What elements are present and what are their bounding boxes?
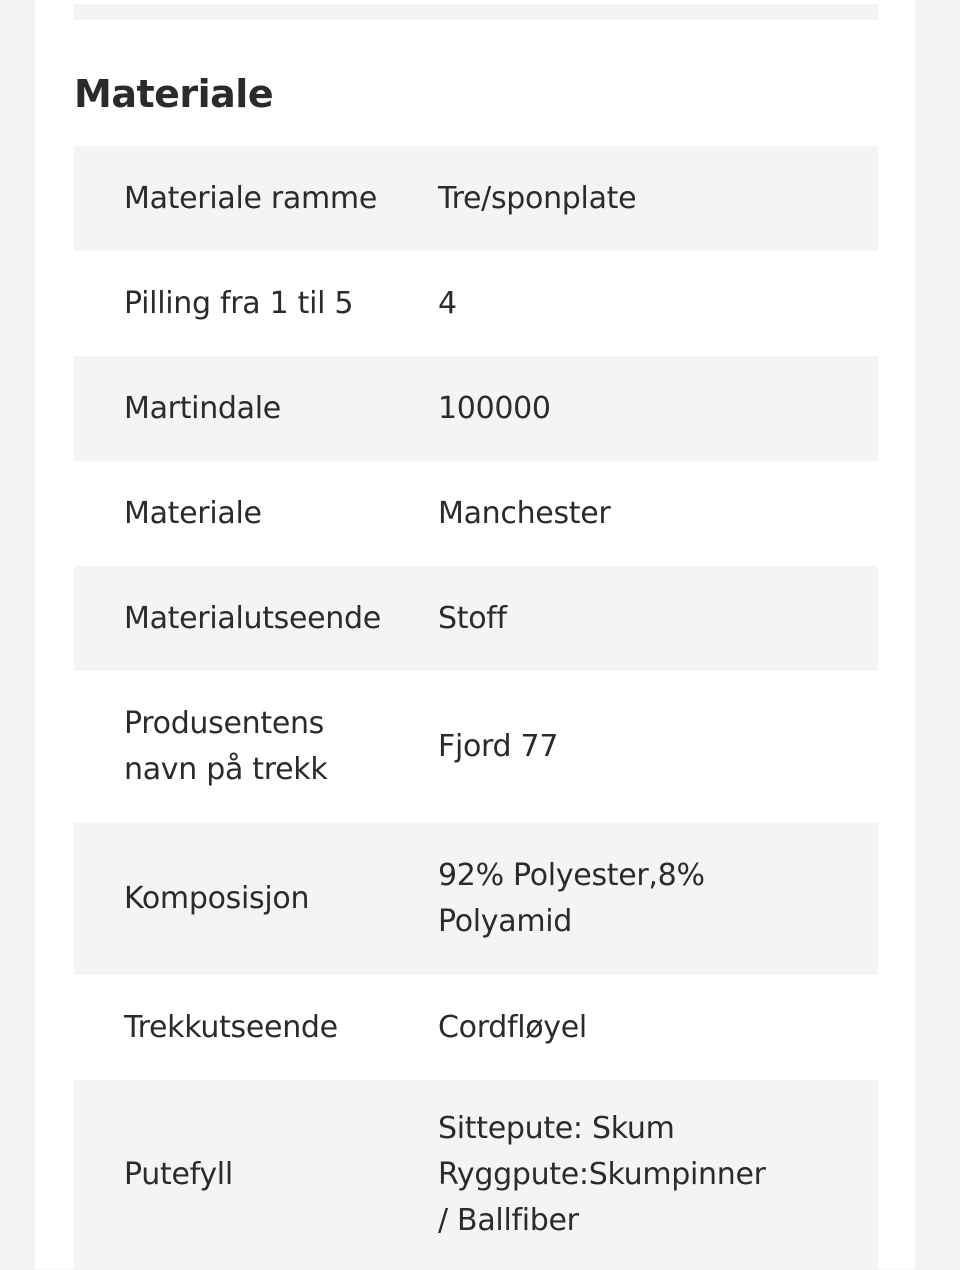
spec-value: Fjord 77 <box>438 729 559 764</box>
spec-row-material-appearance <box>74 566 878 671</box>
spec-label: Materiale ramme <box>124 180 377 216</box>
spec-value: Manchester <box>438 495 611 531</box>
spec-label: Pilling fra 1 til 5 <box>124 285 354 321</box>
spec-label: Putefyll <box>124 1157 233 1192</box>
spec-label: Martindale <box>124 390 281 426</box>
spec-row-cushion-fill <box>74 1080 878 1270</box>
spec-value: 100000 <box>438 390 551 426</box>
spec-row-pilling <box>74 251 878 356</box>
spec-label: Materiale <box>124 495 262 531</box>
spec-label: Trekkutseende <box>124 1009 338 1045</box>
spec-value: Tre/sponplate <box>438 180 637 216</box>
spec-label: Materialutseende <box>124 600 381 636</box>
spec-row-material <box>74 461 878 566</box>
spec-value: 92% Polyester,8% Polyamid <box>438 858 705 939</box>
spec-value: Stoff <box>438 600 507 636</box>
adjacent-card-edge <box>918 4 960 1269</box>
spec-value: Cordfløyel <box>438 1009 587 1045</box>
spec-row-cover-appearance <box>74 975 878 1080</box>
spec-row-fabric-name <box>74 671 878 823</box>
spec-label: Komposisjon <box>124 881 310 916</box>
spec-row-composition <box>74 823 878 975</box>
spec-value: Sittepute: Skum Ryggpute:Skumpinner / Ballfiber <box>438 1111 766 1238</box>
spec-row-martindale <box>74 356 878 461</box>
spec-row-frame-material <box>74 146 878 251</box>
section-title: Materiale <box>74 72 274 116</box>
spec-label: Produsentens navn på trekk <box>124 706 328 787</box>
spec-value: 4 <box>438 285 457 321</box>
previous-section-strip <box>74 4 878 20</box>
material-spec-table <box>74 146 878 1270</box>
